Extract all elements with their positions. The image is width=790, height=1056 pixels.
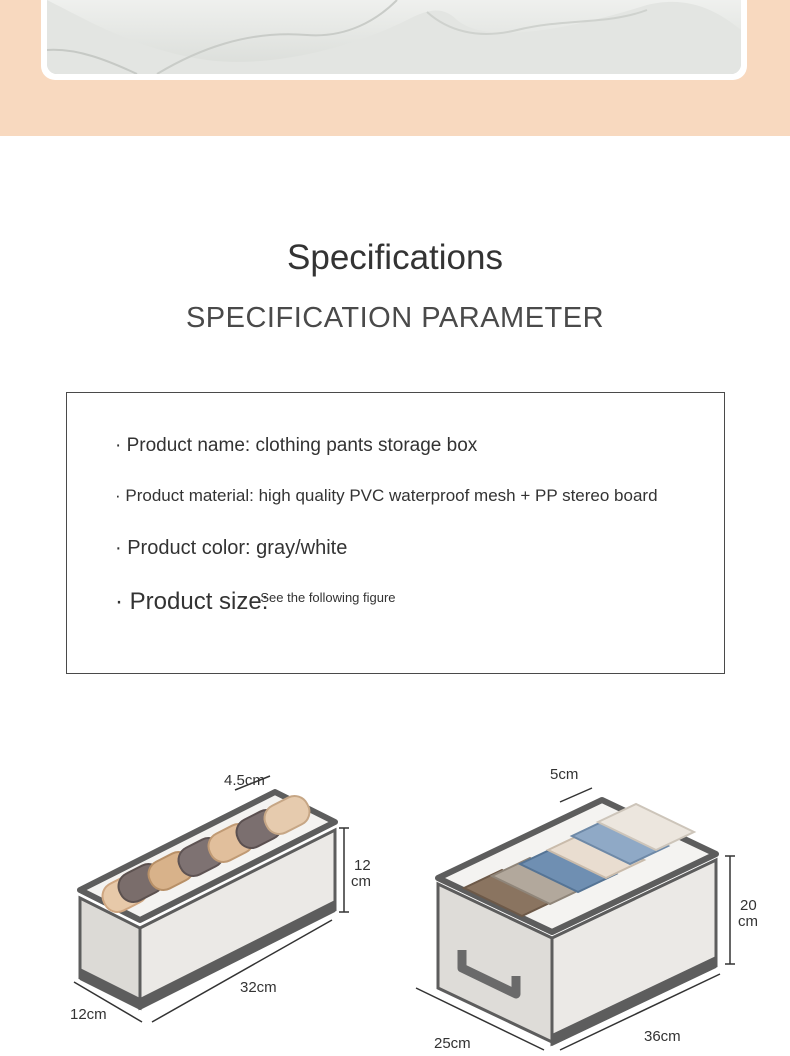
small-box-figure: [60, 760, 390, 1051]
small-height-unit: cm: [351, 873, 371, 890]
large-box-figure: [410, 760, 790, 1051]
large-width-label: 25cm: [434, 1035, 471, 1051]
spec-product-size: [115, 588, 404, 616]
large-partition-label: 5cm: [550, 766, 579, 783]
large-box-illustration: [410, 760, 790, 1051]
small-width-label: 12cm: [70, 1006, 107, 1023]
small-length-label: 32cm: [240, 979, 277, 996]
spec-product-name: · Product name: clothing pants storage box: [115, 435, 478, 456]
partition-dimension-line: [560, 788, 592, 802]
spec-size-note: See the following figure: [260, 590, 396, 605]
small-box-illustration: [60, 760, 390, 1051]
bedding-photo: [47, 0, 741, 74]
bedding-photo-graphic: [47, 0, 741, 74]
small-height-label: 12: [354, 857, 371, 874]
spec-product-material: · Product material: high quality PVC waterproof mesh + PP stereo board: [115, 486, 658, 505]
page-title: Specifications: [287, 238, 503, 277]
large-length-label: 36cm: [644, 1028, 681, 1045]
spec-product-color: · Product color: gray/white: [115, 537, 348, 559]
large-height-label: 20: [740, 897, 757, 914]
page-subtitle: SPECIFICATION PARAMETER: [185, 302, 605, 334]
spec-size-label: · Product size:: [115, 588, 269, 615]
small-partition-label: 4.5cm: [224, 772, 265, 789]
specification-box: [66, 392, 725, 674]
large-height-unit: cm: [738, 913, 758, 930]
